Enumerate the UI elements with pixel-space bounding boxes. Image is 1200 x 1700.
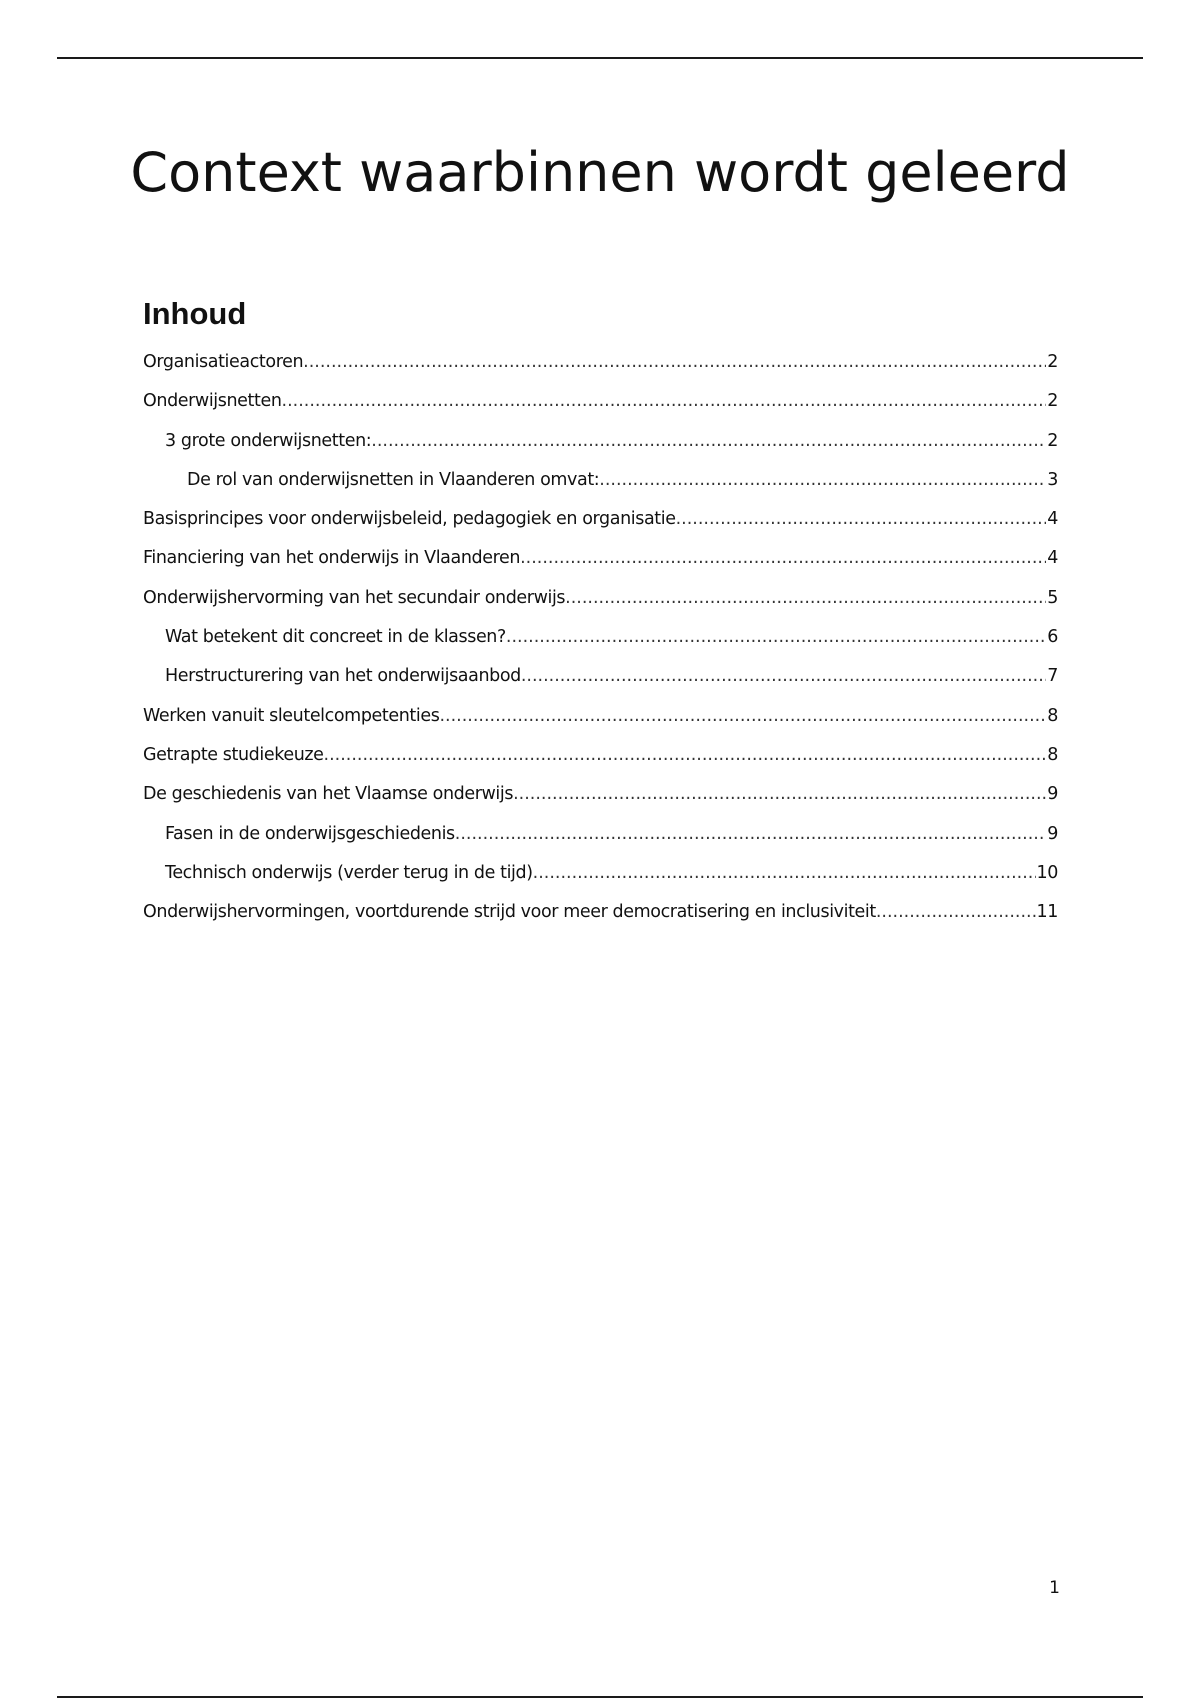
toc-dot-leader (439, 706, 1046, 726)
toc-entry-text: Organisatieactoren (143, 352, 304, 372)
toc-dot-leader (513, 784, 1046, 804)
toc-entry-page: 3 (1047, 469, 1058, 490)
toc-dot-leader (521, 666, 1046, 686)
toc-entry-text: Werken vanuit sleutelcompetenties (143, 705, 440, 726)
toc-entry[interactable] (143, 706, 1058, 745)
toc-entry[interactable] (143, 902, 1058, 941)
toc-entry-text: Technisch onderwijs (verder terug in de tijd) (165, 862, 533, 883)
toc-dot-leader (520, 548, 1046, 568)
toc-dot-leader (565, 588, 1046, 608)
toc-entry-page: 4 (1047, 509, 1058, 530)
header-rule (57, 57, 1143, 59)
toc-entry-text: Herstructurering van het onderwijsaanbod (165, 666, 521, 687)
toc-entry[interactable] (143, 548, 1058, 587)
toc-entry[interactable] (143, 391, 1058, 430)
toc-entry-text: Basisprincipes voor onderwijsbeleid, pedagogiek en organisatie (143, 509, 676, 530)
toc-entry-page: 7 (1047, 666, 1058, 687)
toc-entry[interactable] (143, 784, 1058, 823)
toc-entry[interactable] (143, 352, 1058, 391)
toc-entry-page: 9 (1047, 784, 1058, 805)
toc-entry[interactable] (143, 666, 1058, 705)
toc-heading: Inhoud (143, 296, 247, 331)
document-title: Context waarbinnen wordt geleerd (130, 141, 1070, 204)
toc-entry-text: Getrapte studiekeuze (143, 744, 324, 765)
toc-entry-page: 5 (1047, 587, 1058, 608)
toc-dot-leader (599, 470, 1046, 490)
toc-dot-leader (506, 627, 1046, 647)
toc-entry-text: Onderwijshervormingen, voortdurende strijd voor meer democratisering en inclusiviteit (143, 902, 876, 923)
toc-entry-text: De geschiedenis van het Vlaamse onderwijs (143, 784, 514, 805)
toc-entry-page: 2 (1047, 430, 1058, 451)
toc-entry-text: Fasen in de onderwijsgeschiedenis (165, 823, 455, 844)
toc-entry-page: 6 (1047, 627, 1058, 648)
toc-entry-text: Financiering van het onderwijs in Vlaanderen (143, 548, 521, 569)
toc-entry-page: 9 (1047, 823, 1058, 844)
toc-entry-page: 2 (1047, 391, 1058, 412)
table-of-contents (143, 352, 1058, 941)
toc-entry-text: Wat betekent dit concreet in de klassen? (165, 627, 506, 648)
toc-entry-text: 3 grote onderwijsnetten: (165, 430, 372, 451)
toc-entry[interactable] (143, 509, 1058, 548)
toc-entry[interactable] (143, 824, 1058, 863)
toc-entry-text: De rol van onderwijsnetten in Vlaanderen omvat: (187, 469, 600, 490)
toc-entry[interactable] (143, 627, 1058, 666)
toc-entry-page: 4 (1047, 548, 1058, 569)
toc-entry-page: 10 (1036, 862, 1058, 883)
toc-entry-text: Onderwijshervorming van het secundair onderwijs (143, 587, 566, 608)
toc-dot-leader (533, 863, 1036, 883)
toc-entry-text: Onderwijsnetten (143, 391, 282, 412)
toc-entry-page: 8 (1047, 705, 1058, 726)
page-number: 1 (1049, 1578, 1060, 1598)
toc-entry[interactable] (143, 745, 1058, 784)
toc-dot-leader (303, 352, 1046, 372)
toc-entry[interactable] (143, 588, 1058, 627)
toc-dot-leader (324, 745, 1047, 765)
toc-dot-leader (676, 509, 1047, 529)
footer-rule (57, 1696, 1143, 1698)
toc-entry-page: 8 (1047, 744, 1058, 765)
toc-entry-page: 2 (1047, 352, 1058, 372)
toc-dot-leader (371, 431, 1046, 451)
toc-entry-page: 11 (1036, 902, 1058, 923)
toc-dot-leader (282, 391, 1047, 411)
toc-entry[interactable] (143, 470, 1058, 509)
toc-entry[interactable] (143, 863, 1058, 902)
toc-entry[interactable] (143, 431, 1058, 470)
toc-dot-leader (455, 824, 1046, 844)
toc-dot-leader (876, 902, 1036, 922)
